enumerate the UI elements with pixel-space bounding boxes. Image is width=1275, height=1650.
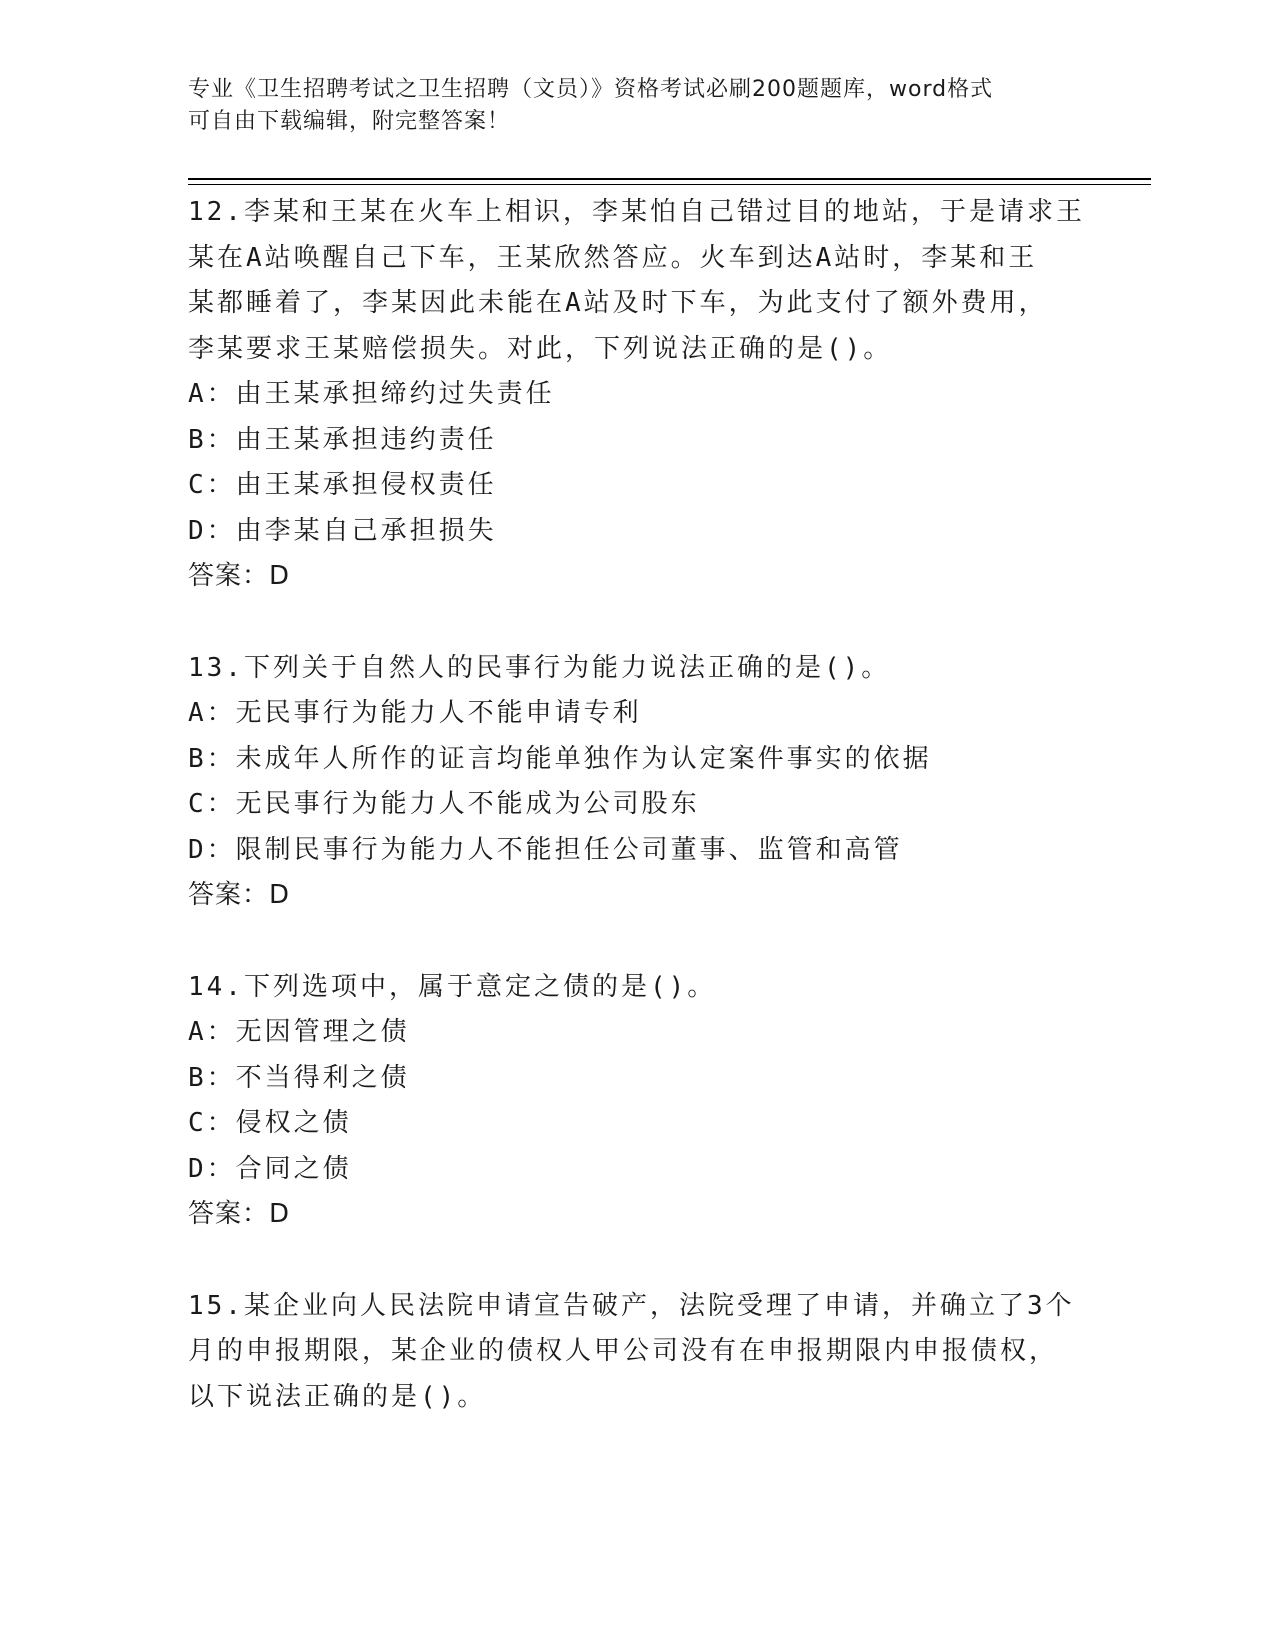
- answer-label: 答案：D: [188, 1199, 291, 1229]
- header-line: 专业《卫生招聘考试之卫生招聘（文员）》资格考试必刷200题题库，word格式: [188, 77, 994, 102]
- document-header: [188, 74, 1068, 138]
- option-d: D：由李某自己承担损失: [188, 515, 497, 546]
- question-stem-line: 15.某企业向人民法院申请宣告破产，法院受理了申请，并确立了3个: [188, 1290, 1075, 1321]
- header-divider-thin: [188, 184, 1151, 185]
- question-stem-line: 某都睡着了，李某因此未能在A站及时下车，为此支付了额外费用，: [188, 288, 1048, 318]
- option-a: A：由王某承担缔约过失责任: [188, 379, 555, 409]
- option-c: C：由王某承担侵权责任: [188, 470, 497, 500]
- question-15: [188, 1284, 1088, 1421]
- header-divider: [188, 178, 1151, 180]
- option-c: C：侵权之债: [188, 1108, 352, 1138]
- option-b: B：不当得利之债: [188, 1062, 410, 1093]
- option-b: B：由王某承担违约责任: [188, 424, 497, 455]
- question-stem-line: 月的申报期限，某企业的债权人甲公司没有在申报期限内申报债权，: [188, 1336, 1059, 1366]
- option-b: B：未成年人所作的证言均能单独作为认定案件事实的依据: [188, 743, 932, 774]
- option-c: C：无民事行为能力人不能成为公司股东: [188, 789, 700, 819]
- question-12: [188, 190, 1088, 600]
- question-stem-line: 13.下列关于自然人的民事行为能力说法正确的是()。: [188, 652, 891, 683]
- option-d: D：合同之债: [188, 1153, 352, 1184]
- question-13: [188, 646, 1088, 919]
- question-stem-line: 李某要求王某赔偿损失。对此，下列说法正确的是()。: [188, 333, 893, 364]
- question-stem-line: 14.下列选项中，属于意定之债的是()。: [188, 971, 717, 1002]
- option-a: A：无民事行为能力人不能申请专利: [188, 698, 642, 728]
- option-d: D：限制民事行为能力人不能担任公司董事、监管和高管: [188, 834, 903, 865]
- option-a: A：无因管理之债: [188, 1017, 410, 1047]
- question-14: [188, 965, 1088, 1238]
- answer-label: 答案：D: [188, 880, 291, 910]
- answer-label: 答案：D: [188, 561, 291, 591]
- header-line: 可自由下载编辑，附完整答案！: [188, 109, 511, 134]
- question-stem-line: 12.李某和王某在火车上相识，李某怕自己错过目的地站，于是请求王: [188, 197, 1085, 227]
- questions-list: [188, 190, 1088, 1420]
- question-stem-line: 以下说法正确的是()。: [188, 1381, 487, 1412]
- question-stem-line: 某在A站唤醒自己下车，王某欣然答应。火车到达A站时，李某和王: [188, 242, 1038, 273]
